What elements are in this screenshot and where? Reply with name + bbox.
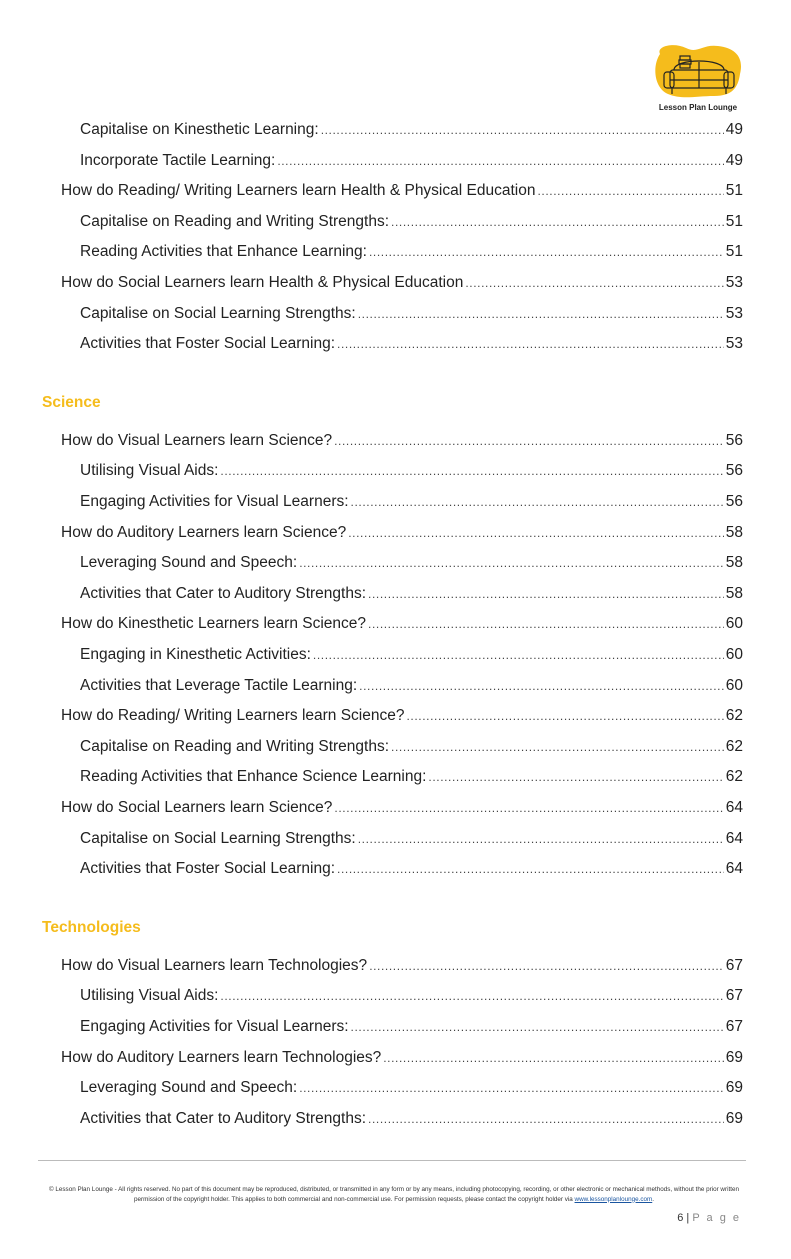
toc-leader-dots — [359, 679, 724, 693]
toc-entry[interactable] — [61, 615, 743, 635]
toc-entry-page: 64 — [725, 799, 743, 816]
toc-entry-page: 56 — [725, 431, 743, 449]
toc-entry-page: 69 — [725, 1079, 743, 1097]
toc-entry[interactable] — [61, 432, 743, 452]
toc-entry-page: 67 — [725, 956, 743, 974]
toc-entry-title: Activities that Foster Social Learning: — [80, 335, 336, 353]
toc-entry[interactable] — [61, 182, 743, 202]
toc-leader-dots — [313, 648, 724, 662]
toc-entry-page: 56 — [725, 493, 743, 510]
toc-leader-dots — [334, 801, 723, 815]
toc-entry[interactable] — [80, 1018, 743, 1038]
footer-copyright — [44, 1185, 744, 1204]
toc-leader-dots — [358, 307, 724, 321]
toc-leader-dots — [337, 337, 724, 351]
toc-leader-dots — [368, 1112, 724, 1126]
toc-leader-dots — [220, 464, 723, 478]
toc-entry-title: How do Visual Learners learn Technologies? — [61, 956, 368, 974]
toc-entry-page: 51 — [725, 182, 743, 200]
toc-entry-title: Utilising Visual Aids: — [80, 987, 219, 1005]
toc-entry-title: Capitalise on Kinesthetic Learning: — [80, 121, 319, 138]
toc-entry-title: Reading Activities that Enhance Science Learning: — [80, 768, 427, 786]
toc-entry[interactable] — [80, 335, 743, 355]
toc-entry[interactable] — [80, 305, 743, 325]
toc-entry[interactable] — [80, 677, 743, 697]
toc-entry-title: Capitalise on Social Learning Strengths: — [80, 829, 356, 847]
section-heading: Science — [42, 393, 101, 411]
toc-entry-title: Activities that Foster Social Learning: — [80, 860, 336, 878]
toc-leader-dots — [358, 832, 724, 846]
toc-leader-dots — [383, 1051, 724, 1065]
toc-entry-page: 49 — [725, 121, 743, 138]
toc-entry-title: How do Reading/ Writing Learners learn Health & Physical Education — [61, 182, 536, 200]
toc-entry[interactable] — [80, 152, 743, 172]
toc-entry[interactable] — [80, 646, 743, 666]
toc-entry-title: How do Auditory Learners learn Science? — [61, 523, 347, 541]
toc-leader-dots — [348, 526, 724, 540]
toc-entry-title: Engaging in Kinesthetic Activities: — [80, 646, 311, 663]
toc-entry-title: How do Kinesthetic Learners learn Science? — [61, 615, 367, 633]
toc-leader-dots — [299, 556, 724, 570]
toc-entry-title: Activities that Cater to Auditory Strengths: — [80, 584, 367, 602]
toc-entry[interactable] — [80, 554, 743, 574]
toc-entry-title: How do Visual Learners learn Science? — [61, 431, 333, 449]
toc-entry-page: 53 — [725, 304, 743, 322]
toc-entry-title: Capitalise on Reading and Writing Strengths: — [80, 737, 390, 755]
toc-entry-page: 51 — [725, 243, 743, 261]
toc-entry-title: Capitalise on Reading and Writing Strengths: — [80, 212, 390, 230]
toc-entry-page: 62 — [725, 737, 743, 755]
toc-entry-page: 62 — [725, 707, 743, 725]
toc-entry[interactable] — [61, 707, 743, 727]
toc-entry[interactable] — [80, 213, 743, 233]
page-number-value: 6 — [677, 1212, 684, 1224]
toc-entry-title: How do Reading/ Writing Learners learn Science? — [61, 707, 405, 725]
toc-leader-dots — [351, 1020, 724, 1034]
toc-entry-page: 51 — [725, 212, 743, 230]
toc-leader-dots — [220, 989, 723, 1003]
toc-entry[interactable] — [80, 830, 743, 850]
toc-entry-page: 53 — [725, 335, 743, 353]
toc-entry[interactable] — [80, 860, 743, 880]
toc-entry-title: Activities that Leverage Tactile Learning: — [80, 676, 358, 694]
toc-entry-title: Engaging Activities for Visual Learners: — [80, 1018, 349, 1035]
footer-divider — [38, 1160, 746, 1161]
toc-entry-page: 58 — [725, 584, 743, 602]
toc-entry-page: 62 — [725, 768, 743, 786]
toc-leader-dots — [369, 959, 724, 973]
copyright-text: © Lesson Plan Lounge - All rights reserved. No part of this document may be reproduced, distributed, or transmitted in any form or by any means, including photocopying, recording, or other electronic or mechanical methods, without the prior written permission of the copyright holder. This applies to both commercial and non-commercial use. For permission requests, please contact the copyright holder via — [49, 1186, 739, 1203]
toc-leader-dots — [465, 276, 723, 290]
toc-entry-page: 56 — [725, 462, 743, 480]
toc-entry[interactable] — [80, 768, 743, 788]
page-number — [677, 1212, 741, 1224]
toc-entry-page: 58 — [725, 523, 743, 541]
toc-entry[interactable] — [80, 1079, 743, 1099]
toc-entry-title: Leveraging Sound and Speech: — [80, 1079, 298, 1097]
toc-entry-page: 64 — [725, 860, 743, 878]
toc-leader-dots — [368, 617, 724, 631]
toc-entry-title: Incorporate Tactile Learning: — [80, 151, 276, 169]
page-label: P a g e — [692, 1212, 741, 1224]
toc-entry[interactable] — [80, 987, 743, 1007]
toc-leader-dots — [391, 740, 724, 754]
toc-entry-title: Utilising Visual Aids: — [80, 462, 219, 480]
toc-entry-page: 49 — [725, 151, 743, 169]
toc-entry-page: 53 — [725, 274, 743, 291]
toc-entry-title: Leveraging Sound and Speech: — [80, 554, 298, 572]
toc-entry[interactable] — [80, 243, 743, 263]
logo-text: Lesson Plan Lounge — [658, 103, 738, 112]
toc-entry-title: How do Social Learners learn Health & Physical Education — [61, 274, 464, 291]
toc-entry-page: 58 — [725, 554, 743, 572]
toc-entry-page: 69 — [725, 1109, 743, 1127]
toc-entry-title: Engaging Activities for Visual Learners: — [80, 493, 349, 510]
toc-entry-page: 69 — [725, 1048, 743, 1066]
toc-entry-page: 67 — [725, 987, 743, 1005]
toc-entry-page: 64 — [725, 829, 743, 847]
toc-leader-dots — [321, 123, 724, 137]
toc-entry-page: 60 — [725, 676, 743, 694]
toc-leader-dots — [277, 154, 723, 168]
toc-entry[interactable] — [80, 738, 743, 758]
toc-entry-page: 60 — [725, 646, 743, 663]
section-heading: Technologies — [42, 918, 141, 936]
toc-leader-dots — [337, 862, 724, 876]
toc-entry-title: Reading Activities that Enhance Learning: — [80, 243, 367, 261]
toc-leader-dots — [406, 709, 723, 723]
toc-entry[interactable] — [61, 524, 743, 544]
toc-entry[interactable] — [80, 493, 743, 513]
toc-leader-dots — [368, 587, 724, 601]
toc-leader-dots — [351, 495, 724, 509]
toc-entry[interactable] — [80, 1110, 743, 1130]
toc-entry-page: 67 — [725, 1018, 743, 1035]
toc-entry[interactable] — [61, 799, 743, 819]
toc-entry[interactable] — [80, 121, 743, 141]
toc-entry-page: 60 — [725, 615, 743, 633]
toc-leader-dots — [369, 245, 724, 259]
toc-leader-dots — [391, 215, 724, 229]
toc-entry[interactable] — [61, 1049, 743, 1069]
toc-entry-title: Activities that Cater to Auditory Strengths: — [80, 1109, 367, 1127]
page-number-separator: | — [686, 1212, 690, 1224]
toc-entry[interactable] — [80, 462, 743, 482]
toc-leader-dots — [428, 770, 723, 784]
toc-entry-title: Capitalise on Social Learning Strengths: — [80, 304, 356, 322]
toc-leader-dots — [537, 184, 723, 198]
link-suffix: . — [652, 1195, 654, 1203]
toc-entry[interactable] — [80, 585, 743, 605]
toc-entry-title: How do Social Learners learn Science? — [61, 799, 333, 816]
website-link[interactable]: www.lessonplanlounge.com — [574, 1195, 653, 1203]
toc-entry[interactable] — [61, 957, 743, 977]
toc-leader-dots — [334, 434, 724, 448]
toc-entry-title: How do Auditory Learners learn Technologies? — [61, 1048, 382, 1066]
toc-entry[interactable] — [61, 274, 743, 294]
toc-leader-dots — [299, 1081, 724, 1095]
